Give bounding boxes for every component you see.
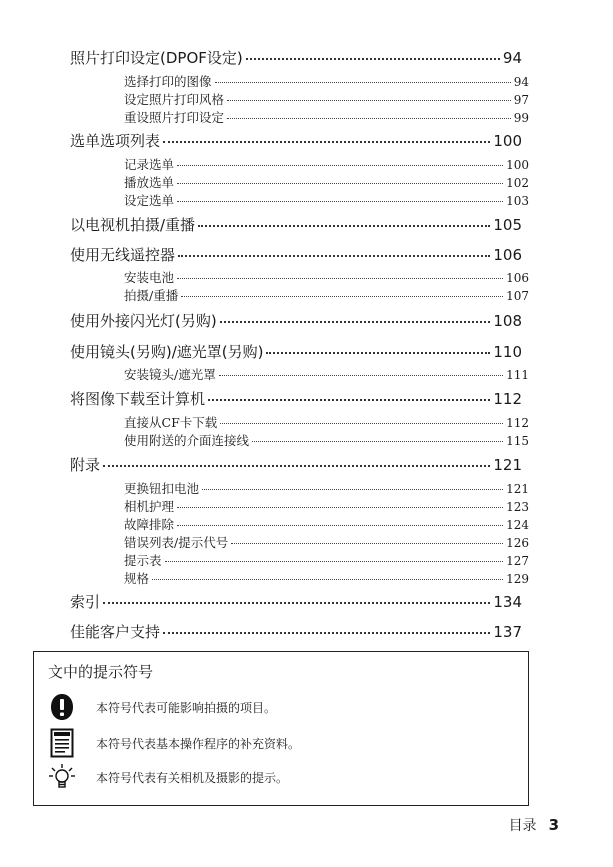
toc-subtitle: 使用附送的介面连接线 bbox=[124, 433, 250, 448]
leader-dots bbox=[178, 255, 490, 257]
leader-dots bbox=[198, 225, 490, 227]
toc-subtitle: 规格 bbox=[124, 571, 150, 586]
memo-icon bbox=[44, 728, 80, 758]
toc-entry[interactable] bbox=[70, 47, 522, 68]
toc-subtitle: 更换钮扣电池 bbox=[124, 481, 200, 496]
toc-subentry[interactable] bbox=[124, 72, 529, 90]
toc-subtitle: 播放选单 bbox=[124, 175, 175, 190]
toc-subtitle: 重设照片打印设定 bbox=[124, 110, 225, 125]
toc-subentry[interactable] bbox=[124, 413, 529, 431]
legend-row bbox=[44, 728, 300, 758]
toc-title: 将图像下载至计算机 bbox=[70, 390, 206, 408]
leader-dots bbox=[103, 465, 490, 467]
toc-subtitle: 安装电池 bbox=[124, 270, 175, 285]
caution-icon bbox=[44, 692, 80, 722]
toc-subpage: 124 bbox=[506, 518, 529, 532]
toc-subentry[interactable] bbox=[124, 90, 529, 108]
leader-dots bbox=[227, 118, 511, 119]
toc-title: 使用镜头(另购)/遮光罩(另购) bbox=[70, 343, 264, 361]
leader-dots bbox=[227, 100, 511, 101]
legend-title: 文中的提示符号 bbox=[48, 663, 154, 681]
toc-subpage: 97 bbox=[513, 93, 529, 107]
toc-subtitle: 故障排除 bbox=[124, 517, 175, 532]
leader-dots bbox=[103, 602, 490, 604]
leader-dots bbox=[208, 399, 490, 401]
toc-page: 134 bbox=[493, 593, 522, 611]
toc-subpage: 115 bbox=[506, 434, 529, 448]
legend-text: 本符号代表基本操作程序的补充资料。 bbox=[96, 736, 301, 751]
toc-subtitle: 直接从CF卡下载 bbox=[124, 415, 218, 430]
leader-dots bbox=[215, 82, 511, 83]
toc-page: 137 bbox=[493, 623, 522, 641]
toc-subpage: 102 bbox=[506, 176, 529, 190]
toc-subpage: 126 bbox=[506, 536, 529, 550]
leader-dots bbox=[219, 375, 503, 376]
leader-dots bbox=[165, 561, 504, 562]
leader-dots bbox=[181, 296, 503, 297]
toc-subentry[interactable] bbox=[124, 551, 529, 569]
toc-title: 使用外接闪光灯(另购) bbox=[70, 312, 217, 330]
legend-row bbox=[44, 692, 276, 722]
legend-row bbox=[44, 762, 288, 792]
leader-dots bbox=[177, 201, 503, 202]
toc-subpage: 129 bbox=[506, 572, 529, 586]
legend-text: 本符号代表可能影响拍摄的项目。 bbox=[96, 700, 277, 715]
toc-title: 佳能客户支持 bbox=[70, 623, 161, 641]
leader-dots bbox=[246, 58, 500, 60]
leader-dots bbox=[252, 441, 503, 442]
toc-subpage: 112 bbox=[506, 416, 529, 430]
toc-entry[interactable] bbox=[70, 214, 522, 235]
leader-dots bbox=[177, 183, 503, 184]
leader-dots bbox=[220, 423, 503, 424]
toc-subpage: 121 bbox=[506, 482, 529, 496]
toc-subentry[interactable] bbox=[124, 515, 529, 533]
toc-subentry[interactable] bbox=[124, 108, 529, 126]
toc-subentry[interactable] bbox=[124, 268, 529, 286]
toc-subtitle: 选择打印的图像 bbox=[124, 74, 212, 89]
leader-dots bbox=[177, 278, 503, 279]
symbol-legend-box bbox=[33, 651, 529, 806]
leader-dots bbox=[177, 165, 503, 166]
toc-subpage: 94 bbox=[513, 75, 529, 89]
toc-entry[interactable] bbox=[70, 591, 522, 612]
toc-subentry[interactable] bbox=[124, 569, 529, 587]
toc-entry[interactable] bbox=[70, 621, 522, 642]
toc-subentry[interactable] bbox=[124, 431, 529, 449]
legend-text: 本符号代表有关相机及摄影的提示。 bbox=[96, 770, 289, 785]
toc-page: 105 bbox=[493, 216, 522, 234]
lightbulb-icon bbox=[44, 762, 80, 792]
toc-subpage: 107 bbox=[506, 289, 529, 303]
toc-subentry[interactable] bbox=[124, 497, 529, 515]
footer-label: 目录 bbox=[508, 818, 537, 834]
toc-subtitle: 提示表 bbox=[124, 553, 162, 568]
toc-subentry[interactable] bbox=[124, 365, 529, 383]
toc-entry[interactable] bbox=[70, 310, 522, 331]
leader-dots bbox=[202, 489, 503, 490]
toc-page: 106 bbox=[493, 246, 522, 264]
toc-subpage: 111 bbox=[506, 368, 529, 382]
leader-dots bbox=[177, 507, 503, 508]
toc-subtitle: 记录选单 bbox=[124, 157, 175, 172]
toc-page: 121 bbox=[493, 456, 522, 474]
toc-entry[interactable] bbox=[70, 244, 522, 265]
leader-dots bbox=[152, 579, 503, 580]
leader-dots bbox=[231, 543, 503, 544]
toc-page: 110 bbox=[493, 343, 522, 361]
toc-page: 108 bbox=[493, 312, 522, 330]
leader-dots bbox=[163, 632, 490, 634]
toc-subpage: 127 bbox=[506, 554, 529, 568]
toc-subentry[interactable] bbox=[124, 191, 529, 209]
leader-dots bbox=[177, 525, 503, 526]
page-number: 3 bbox=[548, 816, 559, 834]
toc-subentry[interactable] bbox=[124, 155, 529, 173]
toc-subtitle: 设定选单 bbox=[124, 193, 175, 208]
toc-subentry[interactable] bbox=[124, 173, 529, 191]
toc-title: 以电视机拍摄/重播 bbox=[70, 216, 196, 234]
toc-subentry[interactable] bbox=[124, 533, 529, 551]
toc-page: 112 bbox=[493, 390, 522, 408]
toc-page: 100 bbox=[493, 132, 522, 150]
toc-entry[interactable] bbox=[70, 388, 522, 409]
toc-page: 94 bbox=[502, 49, 522, 67]
toc-subentry[interactable] bbox=[124, 286, 529, 304]
leader-dots bbox=[163, 141, 490, 143]
toc-title: 附录 bbox=[70, 456, 101, 474]
leader-dots bbox=[266, 352, 490, 354]
toc-subtitle: 错误列表/提示代号 bbox=[124, 535, 229, 550]
toc-entry[interactable] bbox=[70, 341, 522, 362]
toc-subpage: 100 bbox=[506, 158, 529, 172]
toc-title: 使用无线遥控器 bbox=[70, 246, 176, 264]
toc-subpage: 99 bbox=[513, 111, 529, 125]
toc-title: 选单选项列表 bbox=[70, 132, 161, 150]
toc-subpage: 106 bbox=[506, 271, 529, 285]
page-footer bbox=[509, 815, 559, 835]
toc-subtitle: 相机护理 bbox=[124, 499, 175, 514]
toc-title: 照片打印设定(DPOF设定) bbox=[70, 49, 243, 67]
toc-subtitle: 拍摄/重播 bbox=[124, 288, 179, 303]
toc-subentry[interactable] bbox=[124, 479, 529, 497]
leader-dots bbox=[220, 321, 491, 323]
toc-entry[interactable] bbox=[70, 130, 522, 151]
toc-subpage: 123 bbox=[506, 500, 529, 514]
toc-entry[interactable] bbox=[70, 454, 522, 475]
toc-subtitle: 安装镜头/遮光罩 bbox=[124, 367, 216, 382]
toc-title: 索引 bbox=[70, 593, 101, 611]
toc-subtitle: 设定照片打印风格 bbox=[124, 92, 225, 107]
toc-subpage: 103 bbox=[506, 194, 529, 208]
